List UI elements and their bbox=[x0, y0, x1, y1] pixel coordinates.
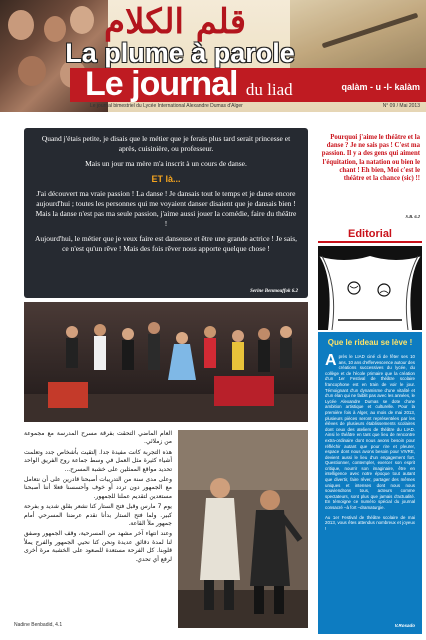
masthead bbox=[0, 0, 426, 112]
intro-heading: ET là... bbox=[151, 174, 181, 184]
editorial-heading bbox=[318, 226, 422, 243]
stage-curtain-image bbox=[318, 246, 422, 330]
editorial-signature: V.Rosado bbox=[394, 623, 415, 628]
masthead-subtitle: La plume à parole bbox=[65, 38, 295, 68]
masthead-issue-number: N° 09 / Mai 2013 bbox=[382, 103, 420, 109]
arabic-paragraph-3: وعلى مدى سنة من التدريبات أصبحنا قادرين على أن نتعامل مع الجمهور دون تردد أو خوف وأحسسنا فعلا أننا أصبحنا مستعدين لتقديم عملنا للجمهور. bbox=[24, 476, 172, 500]
intro-paragraph-2: Mais un jour ma mère m'a inscrit à un cours de danse. bbox=[85, 159, 247, 168]
arabic-paragraph-4: يوم 7 مارس وقبل فتح الستار كنا نشعر بقلق شديد و بفرحة كبير. ولما فتح الستار بدأنا نقدم عرضنا المسرحي أمام جمهور ملأ القاعة. bbox=[24, 503, 172, 528]
intro-signature: Serine Benmouffok 6.2 bbox=[250, 289, 298, 294]
arabic-paragraph-1: العام الماضي التحقت بفرقة مسرح المدرسة مع مجموعة من زملائي. bbox=[24, 430, 172, 446]
editorial-paragraph-1 bbox=[325, 354, 415, 511]
intro-paragraph-4: Aujourd'hui, le métier que je veux faire est danseuse et être une grande actrice ! Je sais, ce n'est qu'un rêve ! Mais des fois rêver nous apporte quelque chose ! bbox=[34, 234, 298, 253]
editorial-heading-label: Editorial bbox=[347, 228, 392, 240]
masthead-arabic-title: قلم الكلام bbox=[104, 2, 246, 42]
intro-paragraph-1: Quand j'étais petite, je disais que le métier que je ferais plus tard serait princesse et après, cuisinière, ou professeur. bbox=[41, 134, 291, 153]
intro-story-box bbox=[24, 128, 308, 298]
editorial-paragraph-2: Au 1er Festival de théâtre scolaire de mai 2013, vous êtes attendus nombreux et joyeux ! bbox=[325, 514, 415, 531]
masthead-tagline: Le journal bimestriel du Lycée International Alexandre Dumas d'Alger bbox=[90, 103, 243, 109]
editorial-title: Que le rideau se lève ! bbox=[327, 338, 413, 347]
editorial-paragraph-1-text: près le LIAD ciné di de fêter ses 10 ans, 10 ans d'effervescence autour des créations successives du lycée, du collège et de l'école primaire que la création d'un 1er Festival de théâtre scolaire francophone est en train de voir le jour. Témoignant d'un dynamisme d'une vitalité et d'un élan qui ne faiblit pas avec les années, le Lycée Alexandre Dumas se dote d'une ambition artistique et culturelle. Pour la première fois à Alger, au mois de mai 2013, plusieurs pièces seront représentées par les élèves de plusieurs établissements scolaires dont ceux des ateliers de théâtre du LIAD. Ainsi le théâtre en tant que lieu de rencontre extra-ordinaire dont nous avons besoin pour réfléchir autant que pour rire et pleurer, espace dont nous avons besoin pour VIVRE, devient aussi le lieu d'un engagement fort. Questionner, contempler, exercer son esprit critique, nourrir son imaginaire, être en intelligence avec notre époque tout autant que divertir, faire rêver, partager des mêmes uniques et intenses dont nous nous souviendrons tous, acteurs comme spectateurs, sont plus que jamais d'actualité. En témoigne ce numéro spécial du journal consacré –à fort –dramaturgie. bbox=[325, 354, 415, 511]
arabic-paragraph-2: هذه التجربة كانت مفيدة جدا. إلتقيت بأشخاص جدد وتعلمت أشياء كثيرة مثل العمل في وسط جماعة روح الفريق الواحد تحديد مواقع الممثلين على خشبة المسرح... bbox=[24, 448, 172, 473]
arabic-article bbox=[24, 430, 172, 610]
intro-paragraph-3: J'ai découvert ma vraie passion ! La danse ! Je dansais tout le temps et je danse encore aujourd'hui ; toutes les personnes qui me voyaient danser disaient que je dansais bien ! Mais la danse n'est pas ma seule passion, j'aime aussi jouer la comédie, faire du théâtre ! bbox=[35, 189, 297, 228]
pull-quote-signature: S.B. 6.2 bbox=[405, 214, 420, 219]
stage-group-photo bbox=[24, 302, 308, 422]
masthead-title bbox=[85, 66, 293, 102]
masthead-title-main: Le journal bbox=[85, 65, 238, 103]
stage-curtain-icon bbox=[318, 246, 422, 330]
editorial-drop-cap: A bbox=[325, 352, 337, 369]
pull-quote: Pourquoi j'aime le théâtre et la danse ? Je ne sais pas ! C'est ma passion. Il y a des gens qui aiment l'équitation, la natation ou bien le chant ! Eh bien, Moi c'est le théâtre et la chance (sic) !! bbox=[321, 134, 420, 183]
stage-group-photo-art bbox=[24, 302, 308, 422]
masthead-kalam: qalàm - u -l- kalàm bbox=[341, 82, 420, 92]
editorial-box bbox=[318, 332, 422, 634]
arabic-paragraph-5: وعند انتهاء آخر مشهد من المسرحية، وقف الجمهور وصفق لنا لمدة دقائق عديدة ونحن كنا نحيي الجمهور والفرح يملأ قلوبنا. كل الفرحة مستعدة للصعود على الخشبة مرة أخرى لرفع أي تحدي. bbox=[24, 530, 172, 563]
masthead-title-suffix: du liad bbox=[245, 80, 293, 99]
photo-credit: Nadine Benbadid, 4.1 bbox=[14, 622, 63, 628]
stage-duo-photo-art bbox=[178, 430, 308, 628]
stage-duo-photo bbox=[178, 430, 308, 628]
